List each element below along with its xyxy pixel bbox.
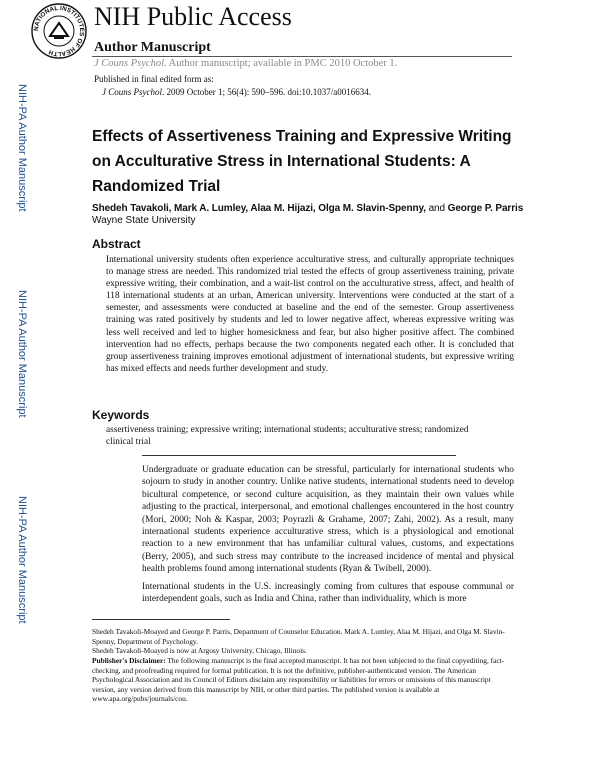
body-paragraph-2: International students in the U.S. increasingly coming from cultures that espouse communal or interdependent goals, such as India and China, rather than individuality, which is more bbox=[142, 582, 514, 605]
availability-text: Author manuscript; available in PMC 2010 October 1. bbox=[166, 58, 398, 69]
journal-availability bbox=[94, 58, 397, 69]
abstract-text: International university students often experience acculturative stress, and culturally appropriate techniques to manage stress are needed. This randomized trial tested the effects of group assertiveness training, private expressive writing, their combination, and a wait-list control on the acculturative stress, affect, and health of 118 international students at an urban, American university. Interventions were conducted at the start of a semester, and assessments were conducted at baseline and the end of the semester. Group assertiveness training was rated positively by students and led to lower negative affect, whereas expressive writing was less well received and led to higher homesickness and fear, but also higher positive affect. The combined intervention had no effects, perhaps because the two components negated each other. It is concluded that group assertiveness training improves emotional adjustment of international students, but expressive writing has mixed effects and needs further development and study. bbox=[106, 255, 514, 374]
nih-seal-icon bbox=[30, 2, 88, 60]
side-label-2: NIH-PA Author Manuscript bbox=[16, 290, 28, 418]
correspondence-text: Shedeh Tavakoli-Moayed and George P. Parris, Department of Counselor Education. Mark A. Lumley, Alaa M. Hijazi, and Olga M. Slavin-Spenny, Department of Psychology. bbox=[92, 627, 505, 646]
side-label-3: NIH-PA Author Manuscript bbox=[16, 496, 28, 624]
side-label-1: NIH-PA Author Manuscript bbox=[16, 84, 28, 212]
citation bbox=[102, 87, 371, 97]
affiliation-note: Shedeh Tavakoli-Moayed is now at Argosy University, Chicago, Illinois. bbox=[92, 646, 307, 656]
keywords-text: assertiveness training; expressive writing; international students; acculturative stress; randomized clinical trial bbox=[106, 425, 469, 447]
journal-name: J Couns Psychol. bbox=[94, 58, 167, 69]
published-note: Published in final edited form as: bbox=[94, 74, 214, 84]
author-manuscript-label: Author Manuscript bbox=[94, 40, 211, 55]
author-list bbox=[92, 203, 523, 214]
abstract-heading: Abstract bbox=[92, 237, 141, 251]
author-affiliation: Wayne State University bbox=[92, 215, 196, 226]
authors-main: Shedeh Tavakoli, Mark A. Lumley, Alaa M. Hijazi, Olga M. Slavin-Spenny, bbox=[92, 203, 426, 214]
nih-public-access-title: NIH Public Access bbox=[94, 2, 292, 31]
svg-text:NATIONAL INSTITUTES OF HEALTH: NATIONAL INSTITUTES OF HEALTH bbox=[32, 4, 86, 58]
article-title: Effects of Assertiveness Training and Expressive Writing on Acculturative Stress in International Students: A Randomized Trial bbox=[92, 128, 512, 195]
disclaimer-label: Publisher's Disclaimer: bbox=[92, 656, 166, 665]
header-divider bbox=[92, 56, 512, 57]
section-divider bbox=[142, 455, 456, 456]
nih-logo bbox=[30, 2, 88, 60]
footnote-divider bbox=[92, 619, 230, 620]
disclaimer-text: The following manuscript is the final accepted manuscript. It has not been subjected to the final copyediting, fact-checking, and proofreading required for formal publication. It is not the definitive, publisher-authenticated version. The American Psychological Association and its Council of Editors disclaim any responsibility or liabilities for errors or omissions of this manuscript version, any version derived from this manuscript by NIH, or other third parties. The published version is available at www.apa.org/pubs/journals/cou. bbox=[92, 656, 505, 704]
publisher-disclaimer bbox=[92, 656, 516, 704]
citation-journal: J Couns Psychol bbox=[102, 87, 162, 97]
authors-last: George P. Parris bbox=[447, 203, 524, 214]
citation-details: . 2009 October 1; 56(4): 590–596. doi:10.1037/a0016634. bbox=[162, 87, 371, 97]
body-paragraph-1: Undergraduate or graduate education can be stressful, particularly for international students who sojourn to study in another country. Unlike native students, international students need to develop bicultural competence, or second culture acquisition, as they maintain their own values while adjusting to the practical, interpersonal, and emotional challenges encountered in the host country (Mori, 2000; Noh & Kaspar, 2003; Poyrazli & Grahame, 2007; Zahi, 2002). As a result, many international students experience acculturative stress, which is a physiological and emotional reaction to a new environment that has unfamiliar cultural values, customs, and expectations (Berry, 2005), and such stress may contribute to the increased incidence of mental and physical health problems found among international students (Ryan & Twibell, 2000). bbox=[142, 465, 514, 575]
authors-conjunction: and bbox=[425, 203, 448, 214]
correspondence-footnote bbox=[92, 627, 516, 656]
keywords-heading: Keywords bbox=[92, 408, 150, 422]
